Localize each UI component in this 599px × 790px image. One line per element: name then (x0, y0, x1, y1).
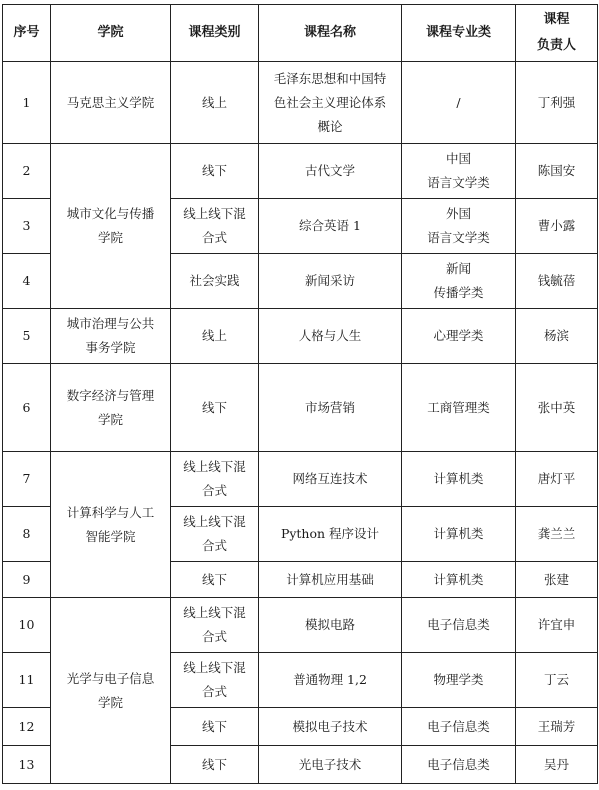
cell-college: 马克思主义学院 (51, 62, 171, 144)
cell-major: 新闻 传播学类 (402, 254, 516, 309)
header-name: 课程名称 (259, 5, 402, 62)
cell-course-name: 普通物理 1,2 (259, 653, 402, 708)
cell-type: 线下 (171, 364, 259, 452)
header-college: 学院 (51, 5, 171, 62)
cell-major: 计算机类 (402, 562, 516, 598)
cell-college: 城市文化与传播 学院 (51, 144, 171, 309)
cell-owner: 张中英 (516, 364, 598, 452)
cell-major: 外国 语言文学类 (402, 199, 516, 254)
cell-owner: 钱毓蓓 (516, 254, 598, 309)
cell-no: 5 (3, 309, 51, 364)
cell-type: 线上 (171, 62, 259, 144)
cell-major: 心理学类 (402, 309, 516, 364)
cell-owner: 杨滨 (516, 309, 598, 364)
cell-college: 数字经济与管理 学院 (51, 364, 171, 452)
cell-no: 9 (3, 562, 51, 598)
cell-course-name: 人格与人生 (259, 309, 402, 364)
cell-course-name: 模拟电路 (259, 598, 402, 653)
cell-no: 12 (3, 708, 51, 746)
cell-type: 线上 (171, 309, 259, 364)
cell-no: 13 (3, 746, 51, 784)
cell-course-name: 新闻采访 (259, 254, 402, 309)
cell-major: 计算机类 (402, 452, 516, 507)
header-major: 课程专业类 (402, 5, 516, 62)
cell-no: 10 (3, 598, 51, 653)
cell-major: 电子信息类 (402, 708, 516, 746)
cell-course-name: 毛泽东思想和中国特 色社会主义理论体系 概论 (259, 62, 402, 144)
cell-owner: 丁利强 (516, 62, 598, 144)
cell-type: 线上线下混 合式 (171, 507, 259, 562)
table-row (3, 452, 598, 507)
cell-type: 社会实践 (171, 254, 259, 309)
cell-no: 11 (3, 653, 51, 708)
cell-major: 电子信息类 (402, 746, 516, 784)
cell-college: 计算科学与人工 智能学院 (51, 452, 171, 598)
cell-type: 线上线下混 合式 (171, 452, 259, 507)
cell-owner: 陈国安 (516, 144, 598, 199)
table-row (3, 144, 598, 199)
cell-major: 工商管理类 (402, 364, 516, 452)
table-row (3, 598, 598, 653)
cell-owner: 张建 (516, 562, 598, 598)
cell-type: 线下 (171, 144, 259, 199)
cell-course-name: 古代文学 (259, 144, 402, 199)
cell-major: 中国 语言文学类 (402, 144, 516, 199)
table-header-row (3, 5, 598, 62)
cell-owner: 曹小露 (516, 199, 598, 254)
cell-course-name: 网络互连技术 (259, 452, 402, 507)
cell-owner: 龚兰兰 (516, 507, 598, 562)
cell-no: 8 (3, 507, 51, 562)
cell-course-name: 计算机应用基础 (259, 562, 402, 598)
cell-type: 线下 (171, 708, 259, 746)
cell-major: 物理学类 (402, 653, 516, 708)
cell-owner: 王瑞芳 (516, 708, 598, 746)
cell-no: 1 (3, 62, 51, 144)
cell-type: 线上线下混 合式 (171, 199, 259, 254)
cell-type: 线上线下混 合式 (171, 653, 259, 708)
cell-owner: 吴丹 (516, 746, 598, 784)
cell-major: 计算机类 (402, 507, 516, 562)
course-table (2, 4, 598, 784)
header-type: 课程类别 (171, 5, 259, 62)
cell-no: 4 (3, 254, 51, 309)
cell-owner: 丁云 (516, 653, 598, 708)
cell-owner: 唐灯平 (516, 452, 598, 507)
cell-no: 7 (3, 452, 51, 507)
cell-type: 线上线下混 合式 (171, 598, 259, 653)
cell-owner: 许宜申 (516, 598, 598, 653)
cell-course-name: 光电子技术 (259, 746, 402, 784)
cell-college: 城市治理与公共 事务学院 (51, 309, 171, 364)
cell-course-name: 综合英语 1 (259, 199, 402, 254)
cell-course-name: 模拟电子技术 (259, 708, 402, 746)
header-no: 序号 (3, 5, 51, 62)
cell-no: 2 (3, 144, 51, 199)
table-row (3, 309, 598, 364)
table-row (3, 364, 598, 452)
cell-course-name: Python 程序设计 (259, 507, 402, 562)
cell-major: / (402, 62, 516, 144)
cell-no: 3 (3, 199, 51, 254)
cell-major: 电子信息类 (402, 598, 516, 653)
header-owner: 课程 负责人 (516, 5, 598, 62)
cell-college: 光学与电子信息 学院 (51, 598, 171, 784)
cell-type: 线下 (171, 746, 259, 784)
table-row (3, 62, 598, 144)
cell-course-name: 市场营销 (259, 364, 402, 452)
cell-no: 6 (3, 364, 51, 452)
cell-type: 线下 (171, 562, 259, 598)
